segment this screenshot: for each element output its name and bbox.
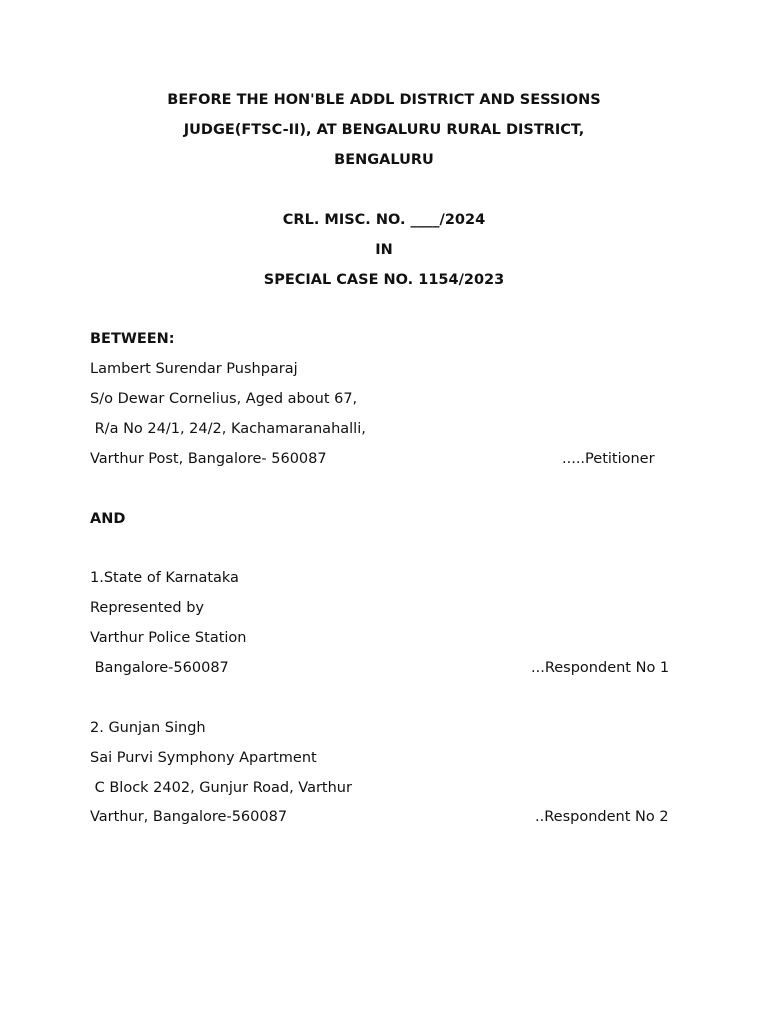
case-number: CRL. MISC. NO. ____/2024 [282, 212, 486, 228]
respondent-2-apartment: Sai Purvi Symphony Apartment [90, 750, 317, 766]
respondent-2-address-1: C Block 2402, Gunjur Road, Varthur [90, 780, 352, 796]
petitioner-name: Lambert Surendar Pushparaj [90, 361, 298, 377]
respondent-1-station: Varthur Police Station [90, 630, 247, 646]
special-case-number: SPECIAL CASE NO. 1154/2023 [263, 272, 505, 288]
respondent-1-address: Bangalore-560087 [90, 660, 229, 676]
petitioner-parentage: S/o Dewar Cornelius, Aged about 67, [90, 391, 358, 407]
respondent-2-name: 2. Gunjan Singh [90, 720, 206, 736]
court-heading-line-3: BENGALURU [334, 152, 434, 168]
respondent-1-name: 1.State of Karnataka [90, 570, 239, 586]
petitioner-role: .....Petitioner [562, 451, 655, 467]
between-label: BETWEEN: [90, 331, 175, 347]
respondent-1-represented: Represented by [90, 600, 204, 616]
court-heading-line-1: BEFORE THE HON'BLE ADDL DISTRICT AND SESSIONS [167, 92, 601, 108]
petitioner-address-2: Varthur Post, Bangalore- 560087 [90, 451, 327, 467]
court-heading-line-2: JUDGE(FTSC-II), AT BENGALURU RURAL DISTRICT, [183, 122, 585, 138]
and-label: AND [90, 511, 126, 527]
case-connector: IN [375, 242, 393, 258]
respondent-2-address-2: Varthur, Bangalore-560087 [90, 809, 288, 825]
respondent-1-role: ...Respondent No 1 [531, 660, 670, 676]
respondent-2-role: ..Respondent No 2 [535, 809, 669, 825]
petitioner-address-1: R/a No 24/1, 24/2, Kachamaranahalli, [90, 421, 366, 437]
